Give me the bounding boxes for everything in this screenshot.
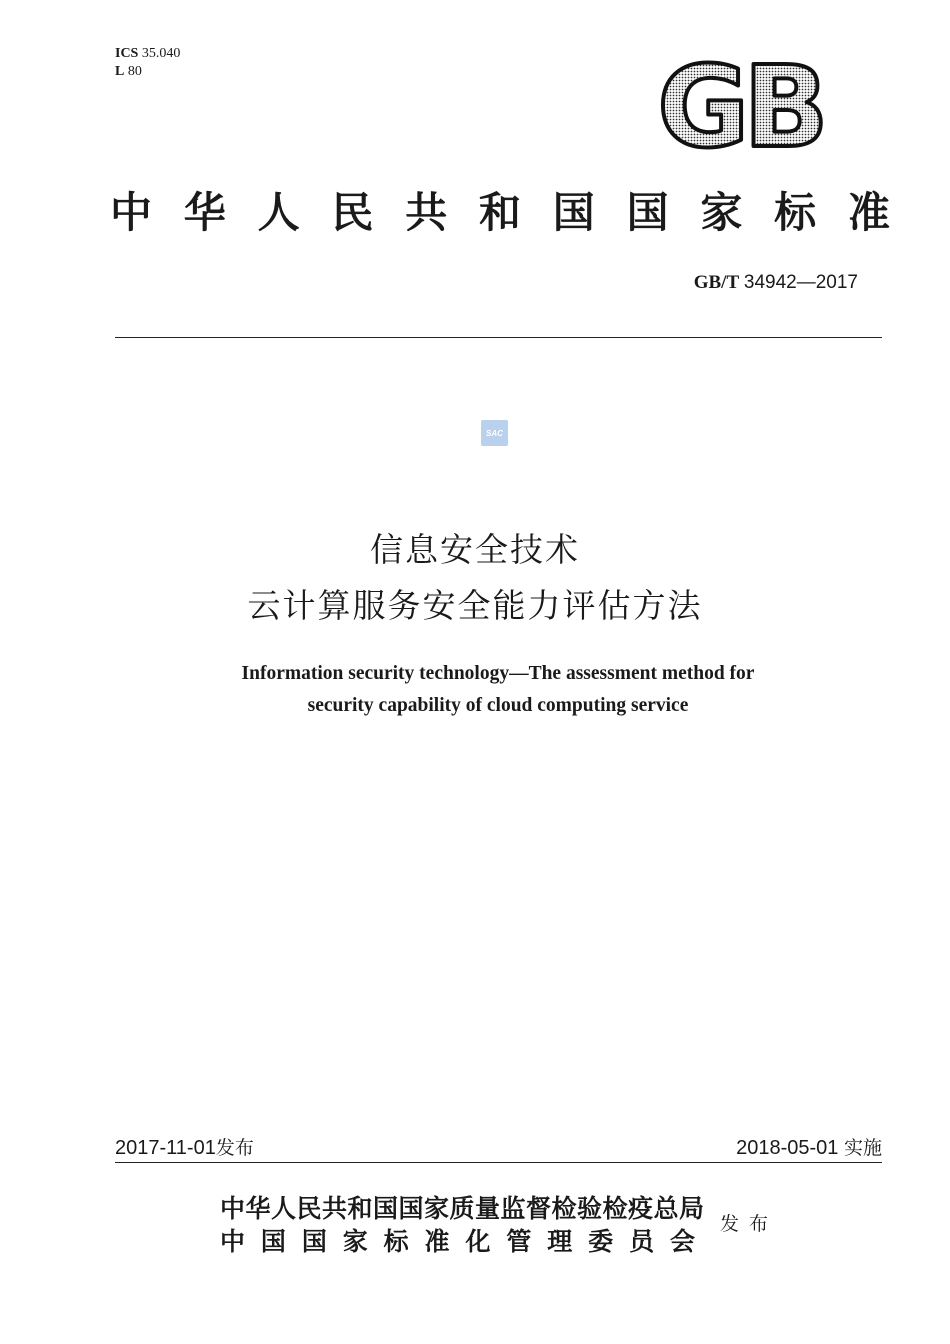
heading-char: 中 [110,188,153,237]
issue-date-value: 2017-11-01 [115,1137,216,1159]
top-divider [115,337,882,338]
heading-char: 管 [506,1227,532,1256]
bottom-divider [115,1162,882,1163]
implement-date-value: 2018-05-01 [736,1137,839,1159]
heading-char: 国 [301,1227,327,1256]
heading-char: 国 [260,1227,286,1256]
issue-date-label: 发布 [215,1137,254,1159]
title-en-line1: Information security technology—The assessment method for [241,663,755,684]
standard-number-prefix: GB/T [693,272,740,293]
heading-char: 中 [220,1227,246,1256]
title-zh-line1: 信息安全技术 [370,530,580,569]
implement-date-label: 实施 [843,1137,882,1159]
ics-code: 35.040 [141,46,181,61]
heading-char: 化 [465,1227,491,1256]
sac-stamp-icon [481,420,508,446]
standard-type-heading [110,183,890,237]
heading-char: 共 [405,188,448,237]
heading-char: 标 [774,188,817,237]
standard-number [694,272,858,294]
stamp-text: SAC [486,429,503,438]
title-en-line2: security capability of cloud computing service [307,695,689,716]
implement-date [736,1133,882,1160]
heading-char: 国 [552,188,595,237]
heading-char: 会 [669,1227,695,1256]
heading-char: 理 [547,1227,573,1256]
heading-char: 华 [183,188,226,237]
heading-char: 标 [383,1227,409,1256]
heading-char: 民 [331,188,374,237]
issuer-line2 [220,1222,695,1258]
gb-logo-icon [645,58,835,154]
issuer-line1: 中华人民共和国国家质量监督检验检疫总局 [220,1194,705,1223]
title-zh-line2: 云计算服务安全能力评估方法 [247,586,703,625]
issue-date [115,1133,254,1160]
ccs-label: L [115,64,125,79]
heading-char: 人 [257,188,300,237]
ics-label: ICS [115,46,139,61]
heading-char: 和 [478,188,521,237]
heading-char: 国 [626,188,669,237]
heading-char: 委 [588,1227,614,1256]
logo-text: GB [657,58,823,154]
heading-char: 准 [424,1227,450,1256]
heading-char: 家 [342,1227,368,1256]
ccs-code: 80 [127,64,142,79]
standard-number-value: 34942—2017 [743,272,858,293]
classification-codes [115,45,180,81]
heading-char: 员 [629,1227,655,1256]
heading-char: 家 [700,188,743,237]
heading-char: 准 [847,188,890,237]
issuer-label: 发布 [720,1213,779,1235]
